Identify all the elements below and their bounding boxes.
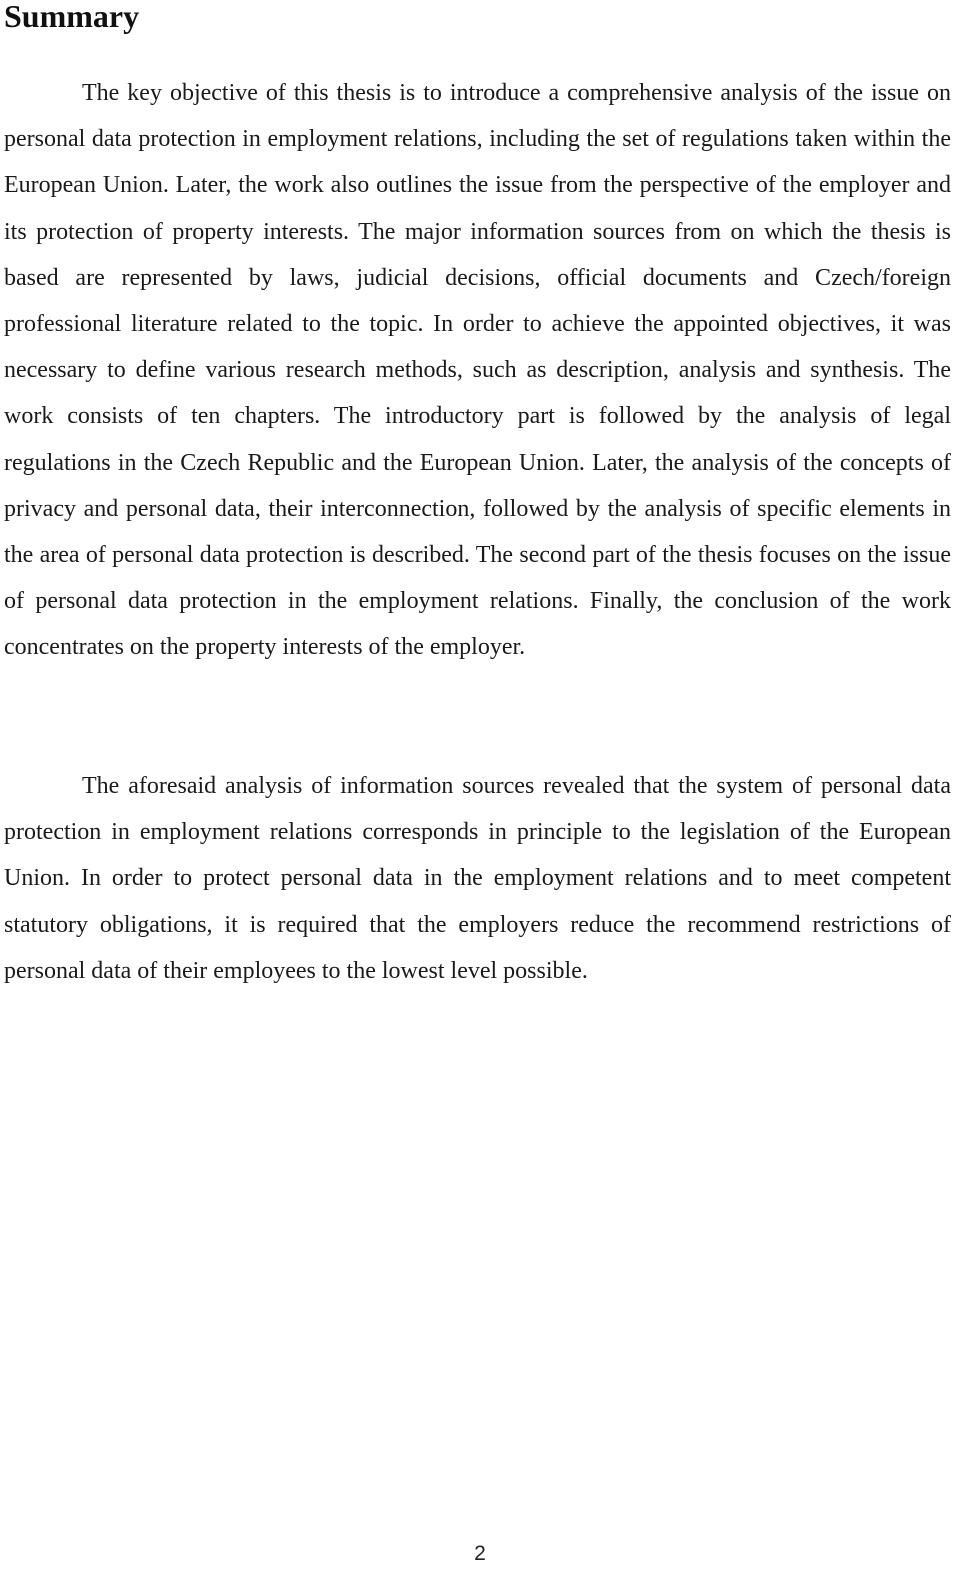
summary-paragraph-2: The aforesaid analysis of information sources revealed that the system of personal data protection in employment relations corresponds in principle to the legislation of the European Union. In order to protect personal data in the employment relations and to meet competent statutory obligations, it is required that the employers reduce the recommend restrictions of personal data of their employees to the lowest level possible. xyxy=(4,773,951,984)
page-title: Summary xyxy=(4,0,140,34)
page-number: 2 xyxy=(474,1542,486,1565)
summary-paragraph-1: The key objective of this thesis is to introduce a comprehensive analysis of the issue on personal data protection in employment relations, including the set of regulations taken within the European Union. Later, the work also outlines the issue from the perspective of the employer and its protection of property interests. The major information sources from on which the thesis is based are represented by laws, judicial decisions, official documents and Czech/foreign professional literature related to the topic. In order to achieve the appointed objectives, it was necessary to define various research methods, such as description, analysis and synthesis. The work consists of ten chapters. The introductory part is followed by the analysis of legal regulations in the Czech Republic and the European Union. Later, the analysis of the concepts of privacy and personal data, their interconnection, followed by the analysis of specific elements in the area of personal data protection is described. The second part of the thesis focuses on the issue of personal data protection in the employment relations. Finally, the conclusion of the work concentrates on the property interests of the employer. xyxy=(4,80,951,661)
